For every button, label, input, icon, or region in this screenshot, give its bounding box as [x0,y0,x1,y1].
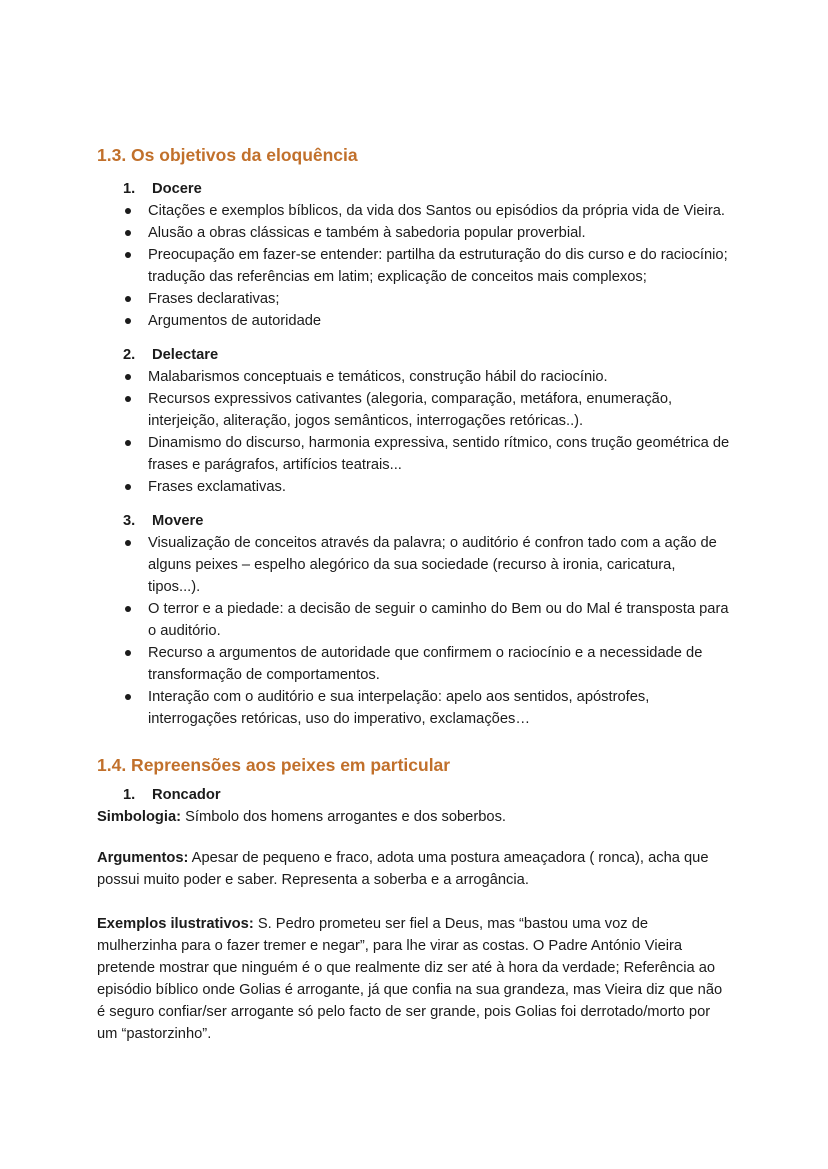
bullet-item: Argumentos de autoridade [97,310,731,332]
bullet-list-delectare [97,366,731,498]
paragraph-text: Símbolo dos homens arrogantes e dos soberbos. [185,809,507,825]
section-heading-1-3: 1.3. Os objetivos da eloquência [97,145,358,165]
paragraph-simbologia [97,806,731,828]
bullet-list-movere [97,532,731,730]
group-name: Delectare [152,347,219,363]
bullet-item: Citações e exemplos bíblicos, da vida dos Santos ou episódios da própria vida de Vieira. [97,200,731,222]
group-number: 2. [123,347,136,363]
group-number: 1. [123,181,136,197]
group-docere [97,178,731,332]
bullet-item: Preocupação em fazer-se entender: partilha da estruturação do dis curso e do raciocínio; tradução das referências em latim; explicação de conceitos mais complexos; [97,244,731,288]
bullet-item: Recurso a argumentos de autoridade que confirmem o raciocínio e a necessidade de transformação de comportamentos. [97,642,731,686]
group-name: Movere [152,513,204,529]
bullet-item: Visualização de conceitos através da palavra; o auditório é confron tado com a ação de alguns peixes – espelho alegórico da sua sociedade (recurso à ironia, caricatura, tipos...). [97,532,731,598]
section-heading-1-4: 1.4. Repreensões aos peixes em particular [97,755,451,775]
group-name: Docere [152,181,202,197]
bullet-item: O terror e a piedade: a decisão de seguir o caminho do Bem ou do Mal é transposta para o auditório. [97,598,731,642]
paragraph-exemplos [97,913,731,1045]
bullet-item: Malabarismos conceptuais e temáticos, construção hábil do raciocínio. [97,366,731,388]
group-number: 3. [123,513,136,529]
paragraph-text: Apesar de pequeno e fraco, adota uma postura ameaçadora ( ronca), acha que possui muito poder e saber. Representa a soberba e a arrogância. [97,850,709,888]
paragraph-text: S. Pedro prometeu ser fiel a Deus, mas “bastou uma voz de mulherzinha para o fazer tremer e negar”, para lhe virar as costas. O Padre António Vieira pretende mostrar que ninguém é o que realmente diz ser até à hora da verdade; Referência ao episódio bíblico onde Golias é arrogante, já que confia na sua grandeza, mas Vieira diz que não é seguro confiar/ser arrogante só pelo facto de ser grande, pois Golias foi derrotado/morto por um “pastorzinho”. [97,916,723,1042]
group-title-roncador [123,784,731,806]
group-number: 1. [123,787,136,803]
bullet-item: Interação com o auditório e sua interpelação: apelo aos sentidos, apóstrofes, interrogações retóricas, uso do imperativo, exclamações… [97,686,731,730]
group-roncador [97,784,731,806]
paragraph-label: Simbologia: [97,809,182,825]
paragraph-label: Argumentos: [97,850,189,866]
paragraph-argumentos [97,847,731,891]
paragraph-label: Exemplos ilustrativos: [97,916,254,932]
group-delectare [97,344,731,498]
group-name: Roncador [152,787,221,803]
group-movere [97,510,731,730]
bullet-list-docere [97,200,731,332]
bullet-item: Frases exclamativas. [97,476,731,498]
group-title-docere [123,178,731,200]
bullet-item: Dinamismo do discurso, harmonia expressiva, sentido rítmico, cons trução geométrica de frases e parágrafos, artifícios teatrais... [97,432,731,476]
group-title-movere [123,510,731,532]
group-title-delectare [123,344,731,366]
bullet-item: Recursos expressivos cativantes (alegoria, comparação, metáfora, enumeração, interjeição, aliteração, jogos semânticos, interrogações retóricas..). [97,388,731,432]
bullet-item: Frases declarativas; [97,288,731,310]
bullet-item: Alusão a obras clássicas e também à sabedoria popular proverbial. [97,222,731,244]
